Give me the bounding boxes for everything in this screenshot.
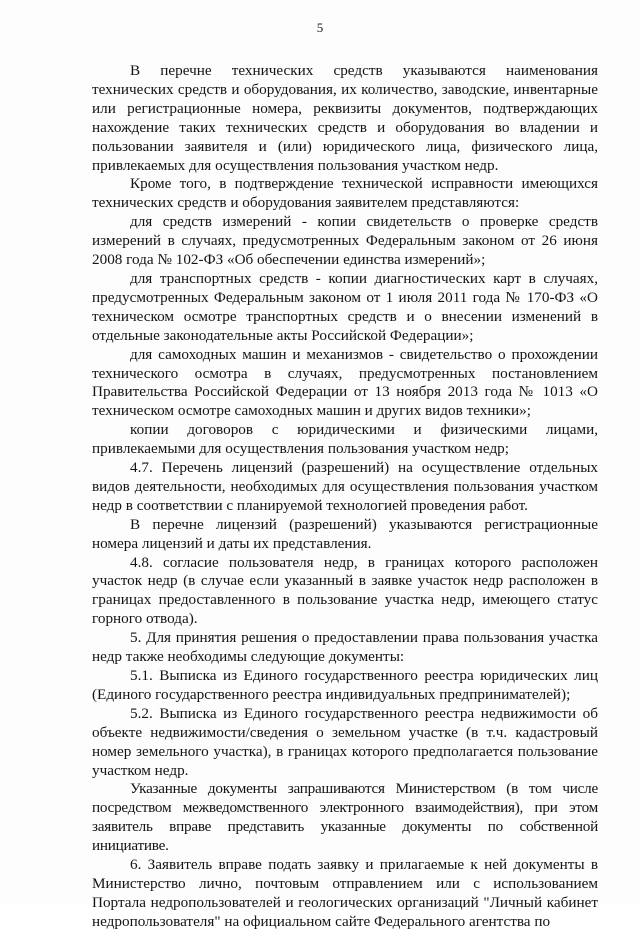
paragraph-item-4-7: 4.7. Перечень лицензий (разрешений) на осуществление отдельных видов деятельности, необходимых для осуществления пользования участком недр в соответствии с планируемой технологией проведения работ. bbox=[92, 459, 598, 514]
paragraph-item-5-1: 5.1. Выписка из Единого государственного реестра юридических лиц (Единого государственного реестра индивидуальных предпринимателей); bbox=[92, 667, 598, 703]
page-number: 5 bbox=[316, 20, 324, 35]
document-body bbox=[92, 62, 598, 932]
paragraph-technical-serviceability: Кроме того, в подтверждение технической исправности имеющихся технических средств и оборудования заявителем представляются: bbox=[92, 175, 598, 212]
paragraph-contracts-copies: копии договоров с юридическими и физическими лицами, привлекаемыми для осуществления пользования участком недр; bbox=[92, 421, 598, 458]
paragraph-technical-means-list: В перечне технических средств указываются наименования технических средств и оборудования, их количество, заводские, инвентарные или регистрационные номера, реквизиты документов, подтверждающих нахождение таких технических средств и оборудования во владении и пользовании заявителя и (или) юридического лица, физического лица, привлекаемых для осуществления пользования участком недр. bbox=[92, 62, 598, 174]
paragraph-self-propelled-machines: для самоходных машин и механизмов - свидетельство о прохождении технического осмотра в случаях, предусмотренных постановлением Правительства Российской Федерации от 13 ноября 2013 года № 1013 «О техническом осмотре самоходных машин и других видов техники»; bbox=[92, 345, 598, 420]
paragraph-item-5-2: 5.2. Выписка из Единого государственного реестра недвижимости об объекте недвижимости/сведения о земельном участке (в т.ч. кадастровый номер земельного участка), в границах которого предполагается пользование участком недр. bbox=[92, 704, 598, 779]
paragraph-item-4-8: 4.8. согласие пользователя недр, в границах которого расположен участок недр (в случае если указанный в заявке участок недр расположен в границах предоставленного в пользование участка недр, имеющего статус горного отвода). bbox=[92, 553, 598, 628]
paragraph-item-5: 5. Для принятия решения о предоставлении права пользования участка недр также необходимы следующие документы: bbox=[92, 629, 598, 666]
paragraph-item-6: 6. Заявитель вправе подать заявку и прилагаемые к ней документы в Министерство лично, почтовым отправлением или с использованием Портала недропользователей и геологических организаций "Личный кабинет недропользователя" на официальном сайте Федерального агентства по bbox=[92, 856, 598, 930]
paragraph-vehicles: для транспортных средств - копии диагностических карт в случаях, предусмотренных Федеральным законом от 1 июля 2011 года № 170-ФЗ «О техническом осмотре транспортных средств и о внесении изменений в отдельные законодательные акты Российской Федерации»; bbox=[92, 269, 598, 344]
paragraph-measuring-instruments: для средств измерений - копии свидетельств о проверке средств измерений в случаях, предусмотренных Федеральным законом от 26 июня 2008 года № 102-ФЗ «Об обеспечении единства измерений»; bbox=[92, 213, 598, 269]
paragraph-documents-requested: Указанные документы запрашиваются Министерством (в том числе посредством межведомственного электронного взаимодействия), при этом заявитель вправе представить указанные документы по собственной инициативе. bbox=[92, 780, 598, 855]
paragraph-licenses-list: В перечне лицензий (разрешений) указываются регистрационные номера лицензий и даты их представления. bbox=[92, 515, 598, 552]
